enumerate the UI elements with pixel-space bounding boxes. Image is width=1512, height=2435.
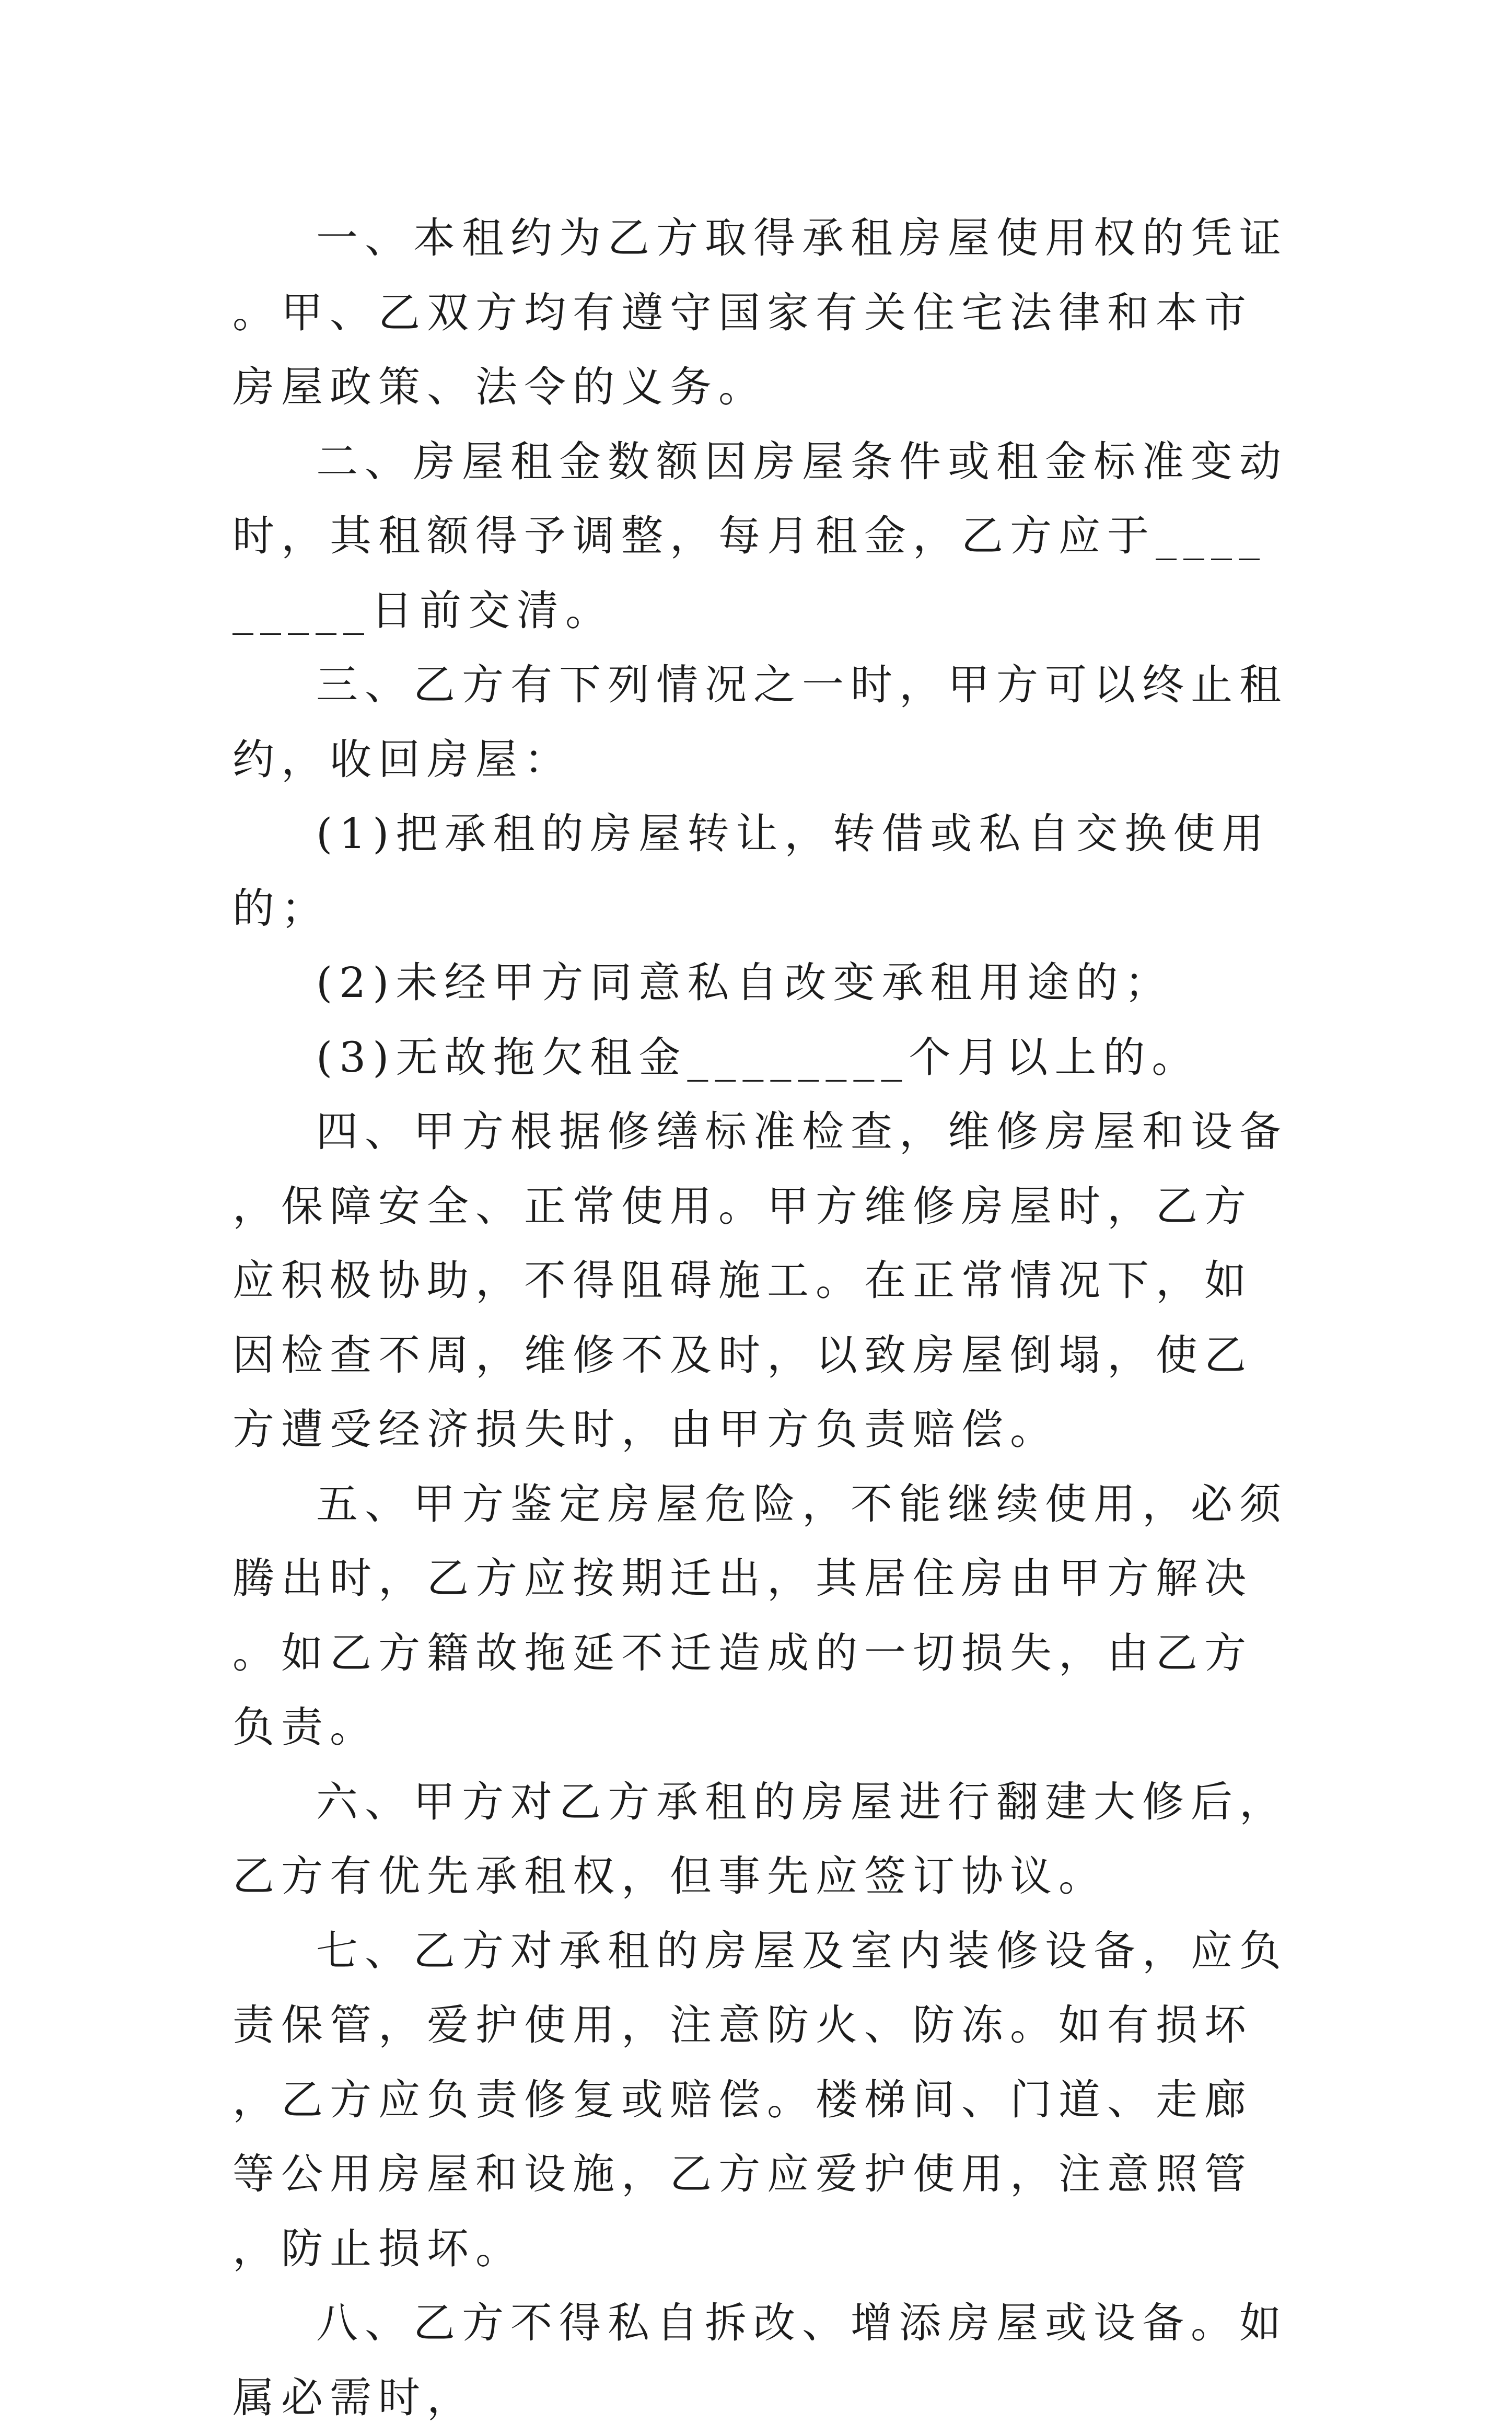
clause-paragraph-3: 三、乙方有下列情况之一时，甲方可以终止租约，收回房屋： xyxy=(232,660,1288,784)
document-body xyxy=(232,201,1288,2435)
clause-paragraph-6: 六、甲方对乙方承租的房屋进行翻建大修后，乙方有优先承租权，但事先应签订协议。 xyxy=(232,1777,1288,1900)
clause-paragraph-1: 一、本租约为乙方取得承租房屋使用权的凭证。甲、乙双方均有遵守国家有关住宅法律和本市房屋政策、法令的义务。 xyxy=(232,214,1288,411)
sub-item-1: (1)把承租的房屋转让，转借或私自交换使用的； xyxy=(232,809,1271,933)
sub-item-3: (3)无故拖欠租金________个月以上的。 xyxy=(316,1033,1201,1082)
clause-paragraph-5: 五、甲方鉴定房屋危险，不能继续使用，必须腾出时，乙方应按期迁出，其居住房由甲方解决。如乙方籍故拖延不迁造成的一切损失，由乙方负责。 xyxy=(232,1479,1288,1752)
clause-paragraph-7: 七、乙方对承租的房屋及室内装修设备，应负责保管，爱护使用，注意防火、防冻。如有损坏，乙方应负责修复或赔偿。楼梯间、门道、走廊等公用房屋和设施，乙方应爱护使用，注意照管，防止损坏。 xyxy=(232,1926,1288,2273)
clause-paragraph-8: 八、乙方不得私自拆改、增添房屋或设备。如属必需时， xyxy=(232,2299,1288,2422)
sub-item-2: (2)未经甲方同意私自改变承租用途的； xyxy=(316,958,1173,1007)
clause-paragraph-2: 二、房屋租金数额因房屋条件或租金标准变动时，其租额得予调整，每月租金，乙方应于_________日前交清。 xyxy=(232,437,1288,635)
clause-paragraph-4: 四、甲方根据修缮标准检查，维修房屋和设备，保障安全、正常使用。甲方维修房屋时，乙方应积极协助，不得阻碍施工。在正常情况下，如因检查不周，维修不及时，以致房屋倒塌，使乙方遭受经济损失时，由甲方负责赔偿。 xyxy=(232,1107,1288,1454)
